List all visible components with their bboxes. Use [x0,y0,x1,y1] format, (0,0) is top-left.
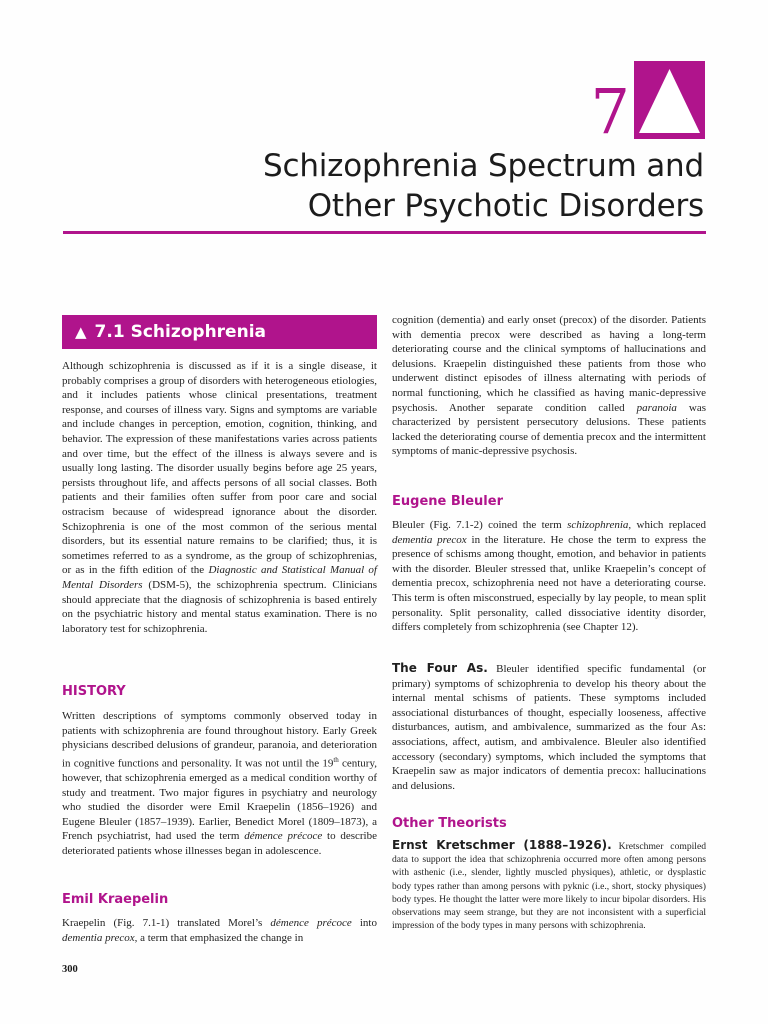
kretschmer-paragraph: Ernst Kretschmer (1888–1926). Kretschmer compiled data to support the idea that schizophrenia occurred more often among persons with asthenic (i.e., slender, lightly muscled physiques), athletic, or dysplastic body types rather than among persons with pyknic (i.e., short, stocky physiques) body types. He thought the latter were more likely to incur bipolar disorders. His observations may seem strange, but they are not inconsistent with a superficial impression of the body types in many persons with schizophrenia. [392,838,707,932]
kraepelin-continued-paragraph: cognition (dementia) and early onset (precox) of the disorder. Patients with dementia precox were described as having a long-term deteriorating course and the clinical symptoms of hallucinations and delusions. Kraepelin distinguished these patients from those who underwent distinct episodes of illness alternating with periods of normal functioning, which he classified as having manic-depressive psychosis. Another separate condition called paranoia was characterized by persistent persecutory delusions. These patients lacked the deteriorating course of dementia precox and the intermittent symptoms of manic-depressive psychosis. [392,314,707,458]
chapter-divider [63,231,706,234]
other-theorists-heading: Other Theorists [392,816,507,831]
four-as-heading: The Four As. [392,661,488,675]
kraepelin-paragraph: Kraepelin (Fig. 7.1-1) translated Morel’s démence précoce into dementia precox, a term that emphasized the change in [62,917,377,944]
bleuler-paragraph: Bleuler (Fig. 7.1-2) coined the term schizophrenia, which replaced dementia precox in the literature. He chose the term to express the presence of schisms among thought, emotion, and behavior in patients with the disorder. Bleuler stressed that, unlike Kraepelin’s concept of dementia precox, schizophrenia need not have a deteriorating course. This term is often misconstrued, especially by lay people, to mean split personality. Split personality, called dissociative identity disorder, differs completely from schizophrenia (see Chapter 12). [392,519,706,634]
triangle-icon [634,61,705,139]
section-heading [62,315,377,349]
page-number: 300 [62,964,78,975]
history-paragraph: Written descriptions of symptoms commonly observed today in patients with schizophrenia are found throughout history. Early Greek physicians described delusions of grandeur, paranoia, and deterioration in cognitive functions and personality. It was not until the 19th century, however, that schizophrenia emerged as a medical condition worthy of study and treatment. Two major figures in psychiatry and neurology who studied the disorder were Emil Kraepelin (1856–1926) and Eugene Bleuler (1857–1939). Earlier, Benedict Morel (1809–1873), a French psychiatrist, had used the term démence précoce to describe deteriorated patients whose illnesses began in adolescence. [62,710,377,857]
chapter-number: 7 [590,75,630,148]
history-heading: HISTORY [62,684,126,699]
four-as-paragraph: The Four As. Bleuler identified specific fundamental (or primary) symptoms of schizophrenia to develop his theory about the internal mental schisms of patients. These symptoms included associational disturbances of thought, especially looseness, affective disturbances, autism, and ambivalence, summarized as the four As: associations, affect, autism, and ambivalence. Bleuler also identified accessory (secondary) symptoms, which included the symptoms that Kraepelin saw as major indicators of dementia precox: hallucinations and delusions. [392,661,706,792]
section-title: 7.1 Schizophrenia [94,322,266,342]
intro-paragraph: Although schizophrenia is discussed as if it is a single disease, it probably comprises a group of disorders with heterogeneous etiologies, and it includes patients whose clinical presentations, treatment response, and courses of illness vary. Signs and symptoms are variable and include changes in perception, emotion, cognition, thinking, and behavior. The expression of these manifestations varies across patients and over time, but the effect of the illness is always severe and is usually long lasting. The disorder usually begins before age 25 years, persists throughout life, and affects persons of all social classes. Both patients and their families often suffer from poor care and social ostracism because of widespread ignorance about the disorder. Schizophrenia is one of the most common of the serious mental disorders, but its essential nature remains to be clarified; thus, it is sometimes referred to as a syndrome, as the group of schizophrenias, or as in the fifth edition of the Diagnostic and Statistical Manual of Mental Disorders (DSM-5), the schizophrenia spectrum. Clinicians should appreciate that the diagnosis of schizophrenia is based entirely on the psychiatric history and mental status examination. There is no laboratory test for schizophrenia. [62,360,377,635]
kraepelin-heading: Emil Kraepelin [62,892,169,907]
chapter-title-line-1: Schizophrenia Spectrum and [263,148,704,184]
chapter-title-line-2: Other Psychotic Disorders [307,188,704,224]
bleuler-heading: Eugene Bleuler [392,494,503,509]
triangle-marker-icon: ▲ [75,323,87,341]
kretschmer-heading: Ernst Kretschmer (1888–1926). [392,838,612,852]
chapter-triangle-badge [634,61,705,139]
